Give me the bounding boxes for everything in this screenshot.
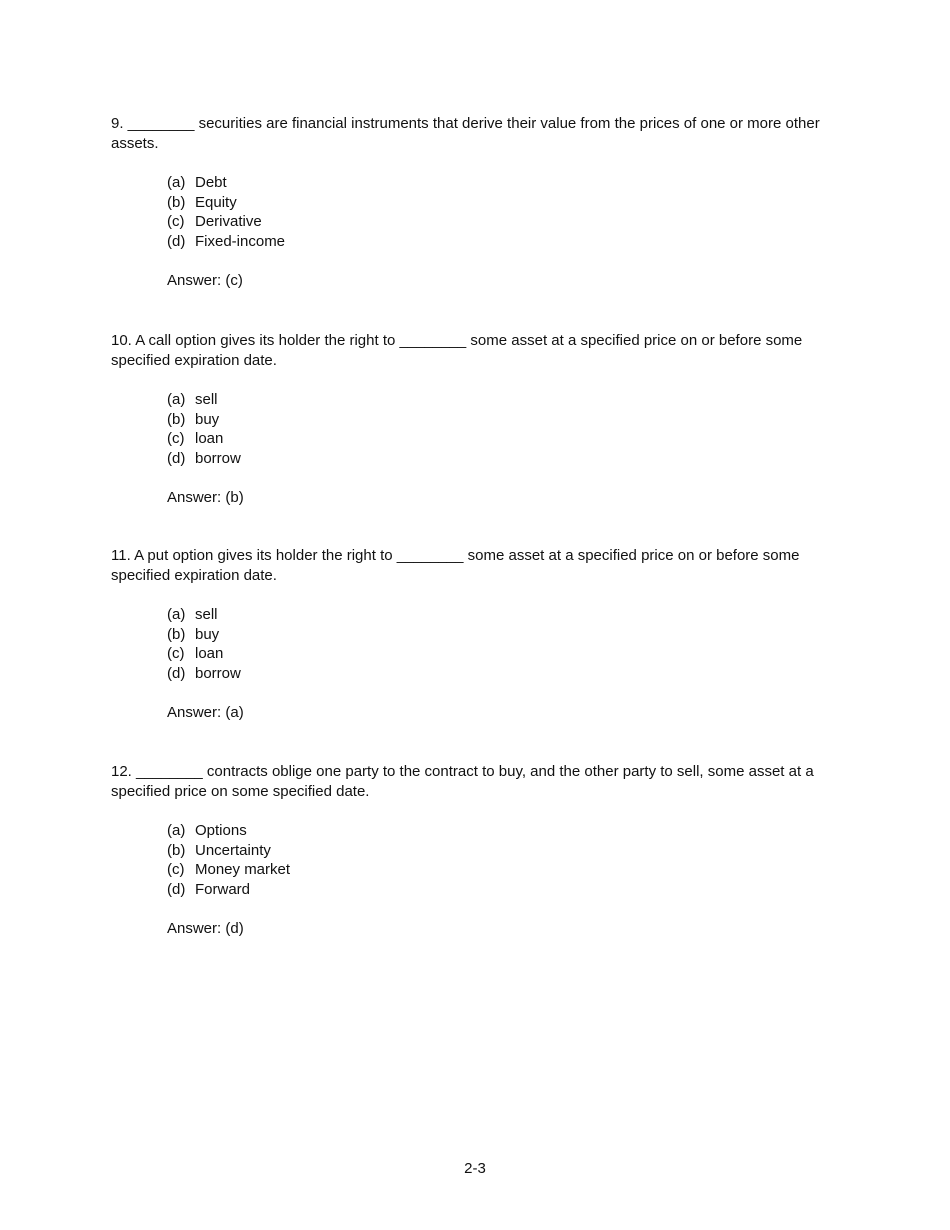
option-a (167, 390, 846, 410)
answer-line: Answer: (b) (167, 488, 244, 506)
option-letter: (d) (167, 233, 186, 251)
answer-line: Answer: (a) (167, 703, 244, 721)
option-letter: (c) (167, 645, 185, 663)
option-letter: (d) (167, 450, 186, 468)
option-letter: (a) (167, 606, 186, 623)
option-c (167, 860, 846, 880)
option-text: loan (195, 645, 224, 663)
option-letter: (a) (167, 391, 186, 408)
option-text: Options (195, 822, 247, 839)
option-text: Money market (195, 861, 291, 879)
option-c (167, 212, 846, 232)
question-text: 10. A call option gives its holder the right to ________ some asset at a specified price on or before some specified expiration date. (111, 332, 803, 369)
option-text: buy (195, 625, 220, 643)
question-9 (111, 114, 846, 291)
option-b (167, 193, 846, 213)
option-text: sell (195, 606, 218, 623)
question-10 (111, 331, 846, 508)
option-letter: (b) (167, 625, 186, 643)
option-b (167, 841, 846, 861)
answer-options (167, 605, 846, 684)
answer-options (167, 173, 846, 252)
question-text: 12. ________ contracts oblige one party to the contract to buy, and the other party to sell, some asset at a specified price on some specified date. (111, 763, 814, 800)
option-letter: (c) (167, 213, 185, 231)
option-letter: (a) (167, 174, 186, 191)
option-b (167, 410, 846, 430)
option-text: Equity (195, 193, 237, 211)
option-d (167, 664, 846, 684)
option-d (167, 880, 846, 900)
option-d (167, 232, 846, 252)
option-d (167, 449, 846, 469)
option-text: sell (195, 391, 218, 408)
page-number: 2-3 (464, 1160, 486, 1177)
option-text: borrow (195, 450, 241, 468)
option-text: Uncertainty (195, 841, 271, 859)
option-text: Derivative (195, 213, 262, 231)
question-12 (111, 762, 846, 939)
option-letter: (d) (167, 881, 186, 899)
option-text: borrow (195, 665, 241, 683)
option-text: buy (195, 410, 220, 428)
option-letter: (b) (167, 410, 186, 428)
option-text: Fixed-income (195, 233, 286, 251)
option-a (167, 821, 846, 841)
option-letter: (d) (167, 665, 186, 683)
option-a (167, 173, 846, 193)
option-letter: (c) (167, 861, 185, 879)
option-text: loan (195, 430, 224, 448)
question-text: 11. A put option gives its holder the right to ________ some asset at a specified price on or before some specified expiration date. (111, 547, 800, 584)
answer-options (167, 390, 846, 469)
option-b (167, 625, 846, 645)
answer-line: Answer: (d) (167, 919, 244, 937)
question-text: 9. ________ securities are financial instruments that derive their value from the prices of one or more other assets. (111, 115, 820, 152)
option-c (167, 429, 846, 449)
option-a (167, 605, 846, 625)
option-letter: (a) (167, 822, 186, 839)
option-letter: (b) (167, 193, 186, 211)
option-letter: (c) (167, 430, 185, 448)
option-letter: (b) (167, 841, 186, 859)
answer-options (167, 821, 846, 900)
answer-line: Answer: (c) (167, 271, 243, 289)
option-text: Forward (195, 881, 251, 899)
question-11 (111, 546, 846, 723)
option-c (167, 644, 846, 664)
option-text: Debt (195, 174, 227, 191)
